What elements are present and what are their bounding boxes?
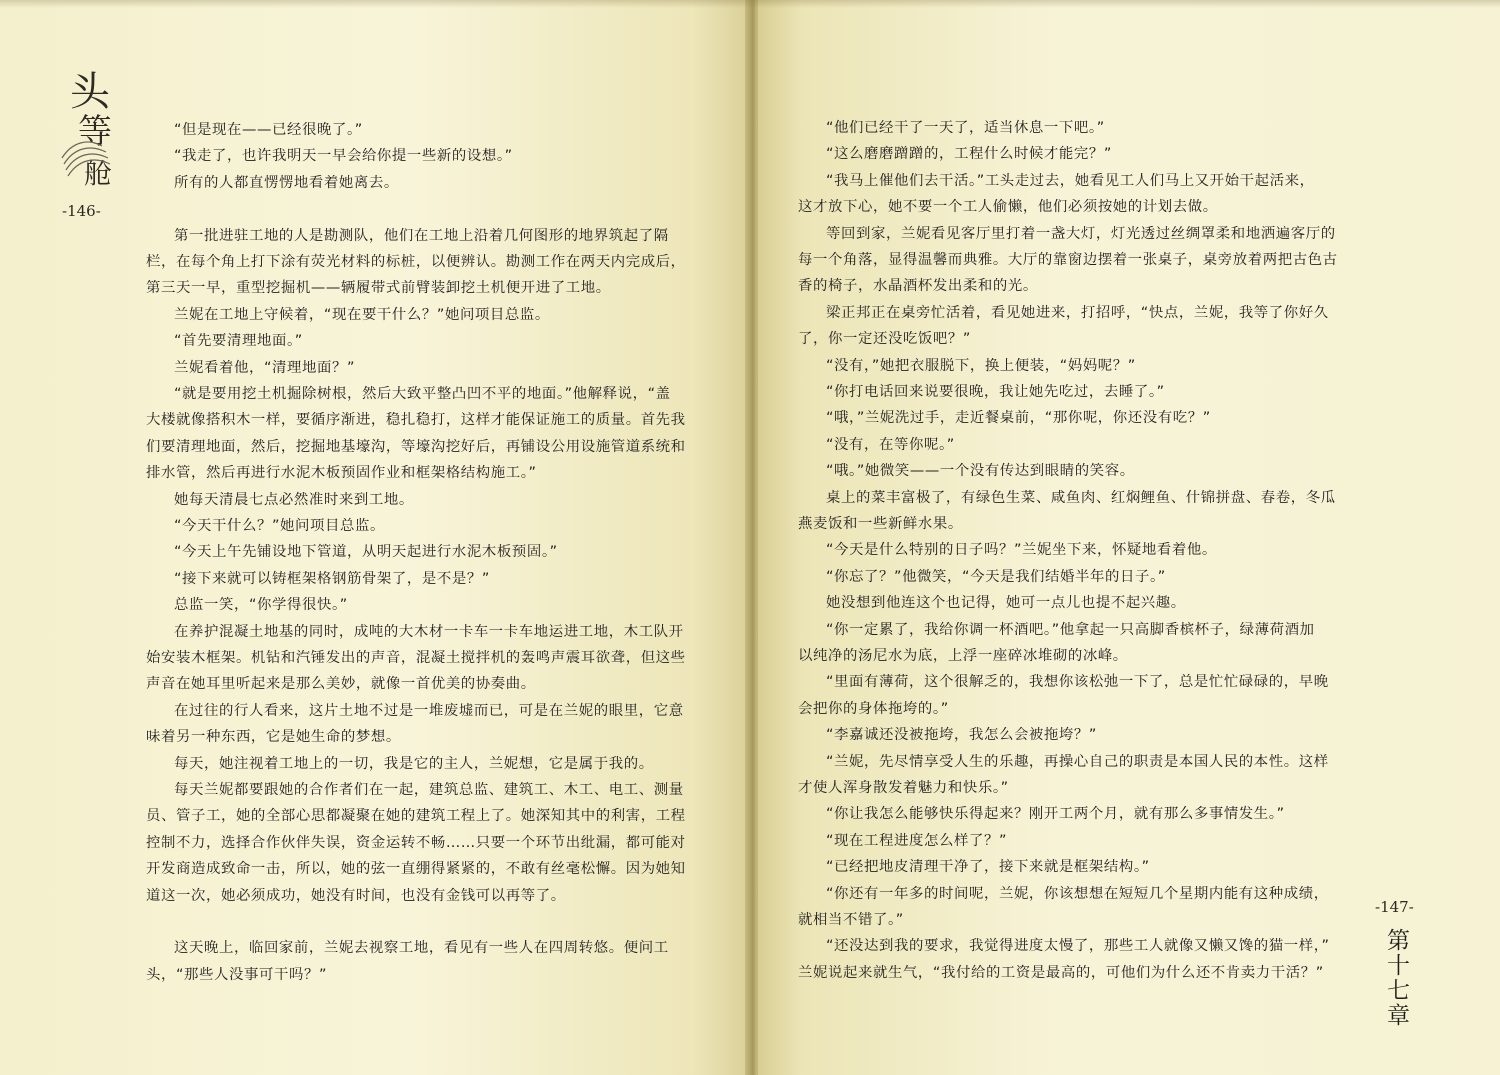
text-line: “没有，在等你呢。” [826, 436, 955, 453]
text-line: 兰妮在工地上守候着，“现在要干什么？”她问项目总监。 [174, 306, 550, 323]
text-line: 燕麦饭和一些新鲜水果。 [798, 516, 963, 532]
text-line: 等回到家，兰妮看见客厅里打着一盏大灯，灯光透过丝绸罩柔和地洒遍客厅的 [826, 225, 1336, 242]
text-line: “哦。”她微笑——一个没有传达到眼睛的笑容。 [826, 463, 1135, 480]
text-line: 头，“那些人没事可干吗？” [146, 966, 328, 983]
chapter-heading: 第十七章 [1383, 928, 1409, 1028]
text-line: 每天兰妮都要跟她的合作者们在一起，建筑总监、建筑工、木工、电工、测量 [174, 782, 684, 798]
text-line: 每天，她注视着工地上的一切，我是它的主人，兰妮想，它是属于我的。 [174, 755, 654, 772]
text-line: 桌上的菜丰富极了，有绿色生菜、咸鱼肉、红焖鲤鱼、什锦拼盘、春卷，冬瓜 [826, 489, 1336, 506]
text-line: 才使人浑身散发着魅力和快乐。” [798, 780, 1009, 796]
text-line: “首先要清理地面。” [174, 333, 303, 350]
text-line: “但是现在——已经很晚了。” [174, 122, 363, 138]
page-number-right: -147- [1375, 898, 1414, 916]
text-line: “你打电话回来说要很晚，我让她先吃过，去睡了。” [826, 384, 1165, 400]
text-line: 以纯净的汤尼水为底，上浮一座碎冰堆砌的冰峰。 [798, 648, 1128, 664]
page-number-left: -146- [62, 202, 101, 220]
text-line: “你一定累了，我给你调一杯酒吧。”他拿起一只高脚香槟杯子，绿薄荷酒加 [826, 621, 1315, 638]
text-line: 兰妮看着他，“清理地面？” [174, 359, 356, 376]
wing-ornament-icon [58, 128, 118, 188]
page-edge-shadow [0, 0, 1500, 8]
text-line: 大楼就像搭积木一样，要循序渐进，稳扎稳打，这样才能保证施工的质量。首先我 [146, 412, 686, 429]
book-title-char-2: 等 [78, 112, 112, 152]
text-line: 始安装木框架。机钻和汽锤发出的声音，混凝土搅拌机的轰鸣声震耳欲聋，但这些 [146, 650, 686, 666]
text-line: 总监一笑，“你学得很快。” [174, 597, 348, 614]
text-line: 栏，在每个角上打下涂有荧光材料的标桩，以便辨认。勘测工作在两天内完成后， [146, 254, 686, 270]
text-line: “今天上午先铺设地下管道，从明天起进行水泥木板预固。” [174, 544, 558, 561]
text-line: “你还有一年多的时间呢，兰妮，你该想想在短短几个星期内能有这种成绩， [826, 885, 1329, 902]
text-line: “今天干什么？”她问项目总监。 [174, 518, 385, 534]
text-line: 会把你的身体拖垮的。” [798, 700, 949, 717]
text-line: 这才放下心，她不要一个工人偷懒，他们必须按她的计划去做。 [798, 199, 1218, 216]
text-line: “哦，”兰妮洗过手，走近餐桌前，“那你呢，你还没有吃？” [826, 410, 1211, 427]
text-line: 就相当不错了。” [798, 912, 904, 928]
text-line: 道这一次，她必须成功，她没有时间，也没有金钱可以再等了。 [146, 887, 566, 904]
text-line: 她每天清晨七点必然准时来到工地。 [174, 491, 414, 508]
text-line: 排水管，然后再进行水泥木板预固作业和框架格结构施工。” [146, 465, 537, 482]
text-line: “你忘了？”他微笑，“今天是我们结婚半年的日子。” [826, 568, 1166, 585]
text-line: “就是要用挖土机掘除树根，然后大致平整凸凹不平的地面。”他解释说，“盖 [174, 386, 671, 402]
book-title-char-3: 舱 [84, 157, 113, 190]
text-line: “我走了，也许我明天一早会给你提一些新的设想。” [174, 148, 513, 165]
text-line: 开发商造成致命一击，所以，她的弦一直绷得紧紧的，不敢有丝毫松懈。因为她知 [146, 861, 686, 878]
text-line: 所有的人都直愣愣地看着她离去。 [174, 174, 399, 191]
text-line: 这天晚上，临回家前，兰妮去视察工地，看见有一些人在四周转悠。便问工 [174, 940, 669, 957]
book-title-char-1: 头 [70, 69, 110, 115]
text-line: 第三天一早，重型挖掘机——辆履带式前臂装卸挖土机便开进了工地。 [146, 280, 611, 297]
text-line: 香的椅子，水晶酒杯发出柔和的光。 [798, 278, 1038, 295]
text-line: “他们已经干了一天了，适当休息一下吧。” [826, 120, 1105, 136]
text-line: “你让我怎么能够快乐得起来？刚开工两个月，就有那么多事情发生。” [826, 806, 1285, 823]
text-line: 味着另一种东西，它是她生命的梦想。 [146, 729, 401, 746]
text-line: 每一个角落，显得温馨而典雅。大厅的靠窗边摆着一张桌子，桌旁放着两把古色古 [798, 252, 1338, 268]
text-line: 兰妮说起来就生气，“我付给的工资是最高的，可他们为什么还不肯卖力干活？” [798, 964, 1324, 981]
text-line: 声音在她耳里听起来是那么美妙，就像一首优美的协奏曲。 [146, 676, 536, 693]
book-title-ornament [58, 58, 128, 188]
text-line: “接下来就可以铸框架格钢筋骨架了，是不是？” [174, 570, 490, 587]
text-line: “李嘉诚还没被拖垮，我怎么会被拖垮？” [826, 727, 1097, 744]
text-line: 她没想到他连这个也记得，她可一点儿也提不起兴趣。 [826, 595, 1186, 612]
text-line: “兰妮，先尽情享受人生的乐趣，再操心自己的职责是本国人民的本性。这样 [826, 753, 1329, 770]
text-line: 员、管子工，她的全部心思都凝聚在她的建筑工程上了。她深知其中的利害，工程 [146, 808, 686, 825]
text-line: 控制不力，选择合作伙伴失误，资金运转不畅……只要一个环节出纰漏，都可能对 [146, 834, 686, 851]
text-line: “今天是什么特别的日子吗？”兰妮坐下来，怀疑地看着他。 [826, 542, 1217, 559]
text-line: “已经把地皮清理干净了，接下来就是框架结构。” [826, 859, 1150, 876]
text-line: 第一批进驻工地的人是勘测队，他们在工地上沿着几何图形的地界筑起了隔 [174, 227, 669, 244]
text-line: 们要清理地面，然后，挖掘地基壕沟，等壕沟挖好后，再铺设公用设施管道系统和 [146, 438, 686, 455]
text-line: “里面有薄荷，这个很解乏的，我想你该松弛一下了，总是忙忙碌碌的，早晚 [826, 674, 1329, 691]
text-line: “现在工程进度怎么样了？” [826, 832, 1008, 849]
text-line: 在过往的行人看来，这片土地不过是一堆废墟而已，可是在兰妮的眼里，它意 [174, 702, 684, 719]
text-line: “这么磨磨蹭蹭的，工程什么时候才能完？” [826, 146, 1112, 163]
right-page [758, 0, 1500, 1075]
text-line: “还没达到我的要求，我觉得进度太慢了，那些工人就像又懒又馋的猫一样，” [826, 938, 1330, 955]
text-line: “没有，”她把衣服脱下，换上便装，“妈妈呢？” [826, 357, 1136, 374]
text-line: 了，你一定还没吃饭吧？” [798, 331, 971, 348]
text-line: 在养护混凝土地基的同时，成吨的大木材一卡车一卡车地运进工地，木工队开 [174, 623, 684, 640]
text-line: “我马上催他们去干活。”工头走过去，她看见工人们马上又开始干起活来， [826, 172, 1315, 189]
text-line: 梁正邦正在桌旁忙活着，看见她进来，打招呼，“快点，兰妮，我等了你好久 [826, 304, 1329, 321]
